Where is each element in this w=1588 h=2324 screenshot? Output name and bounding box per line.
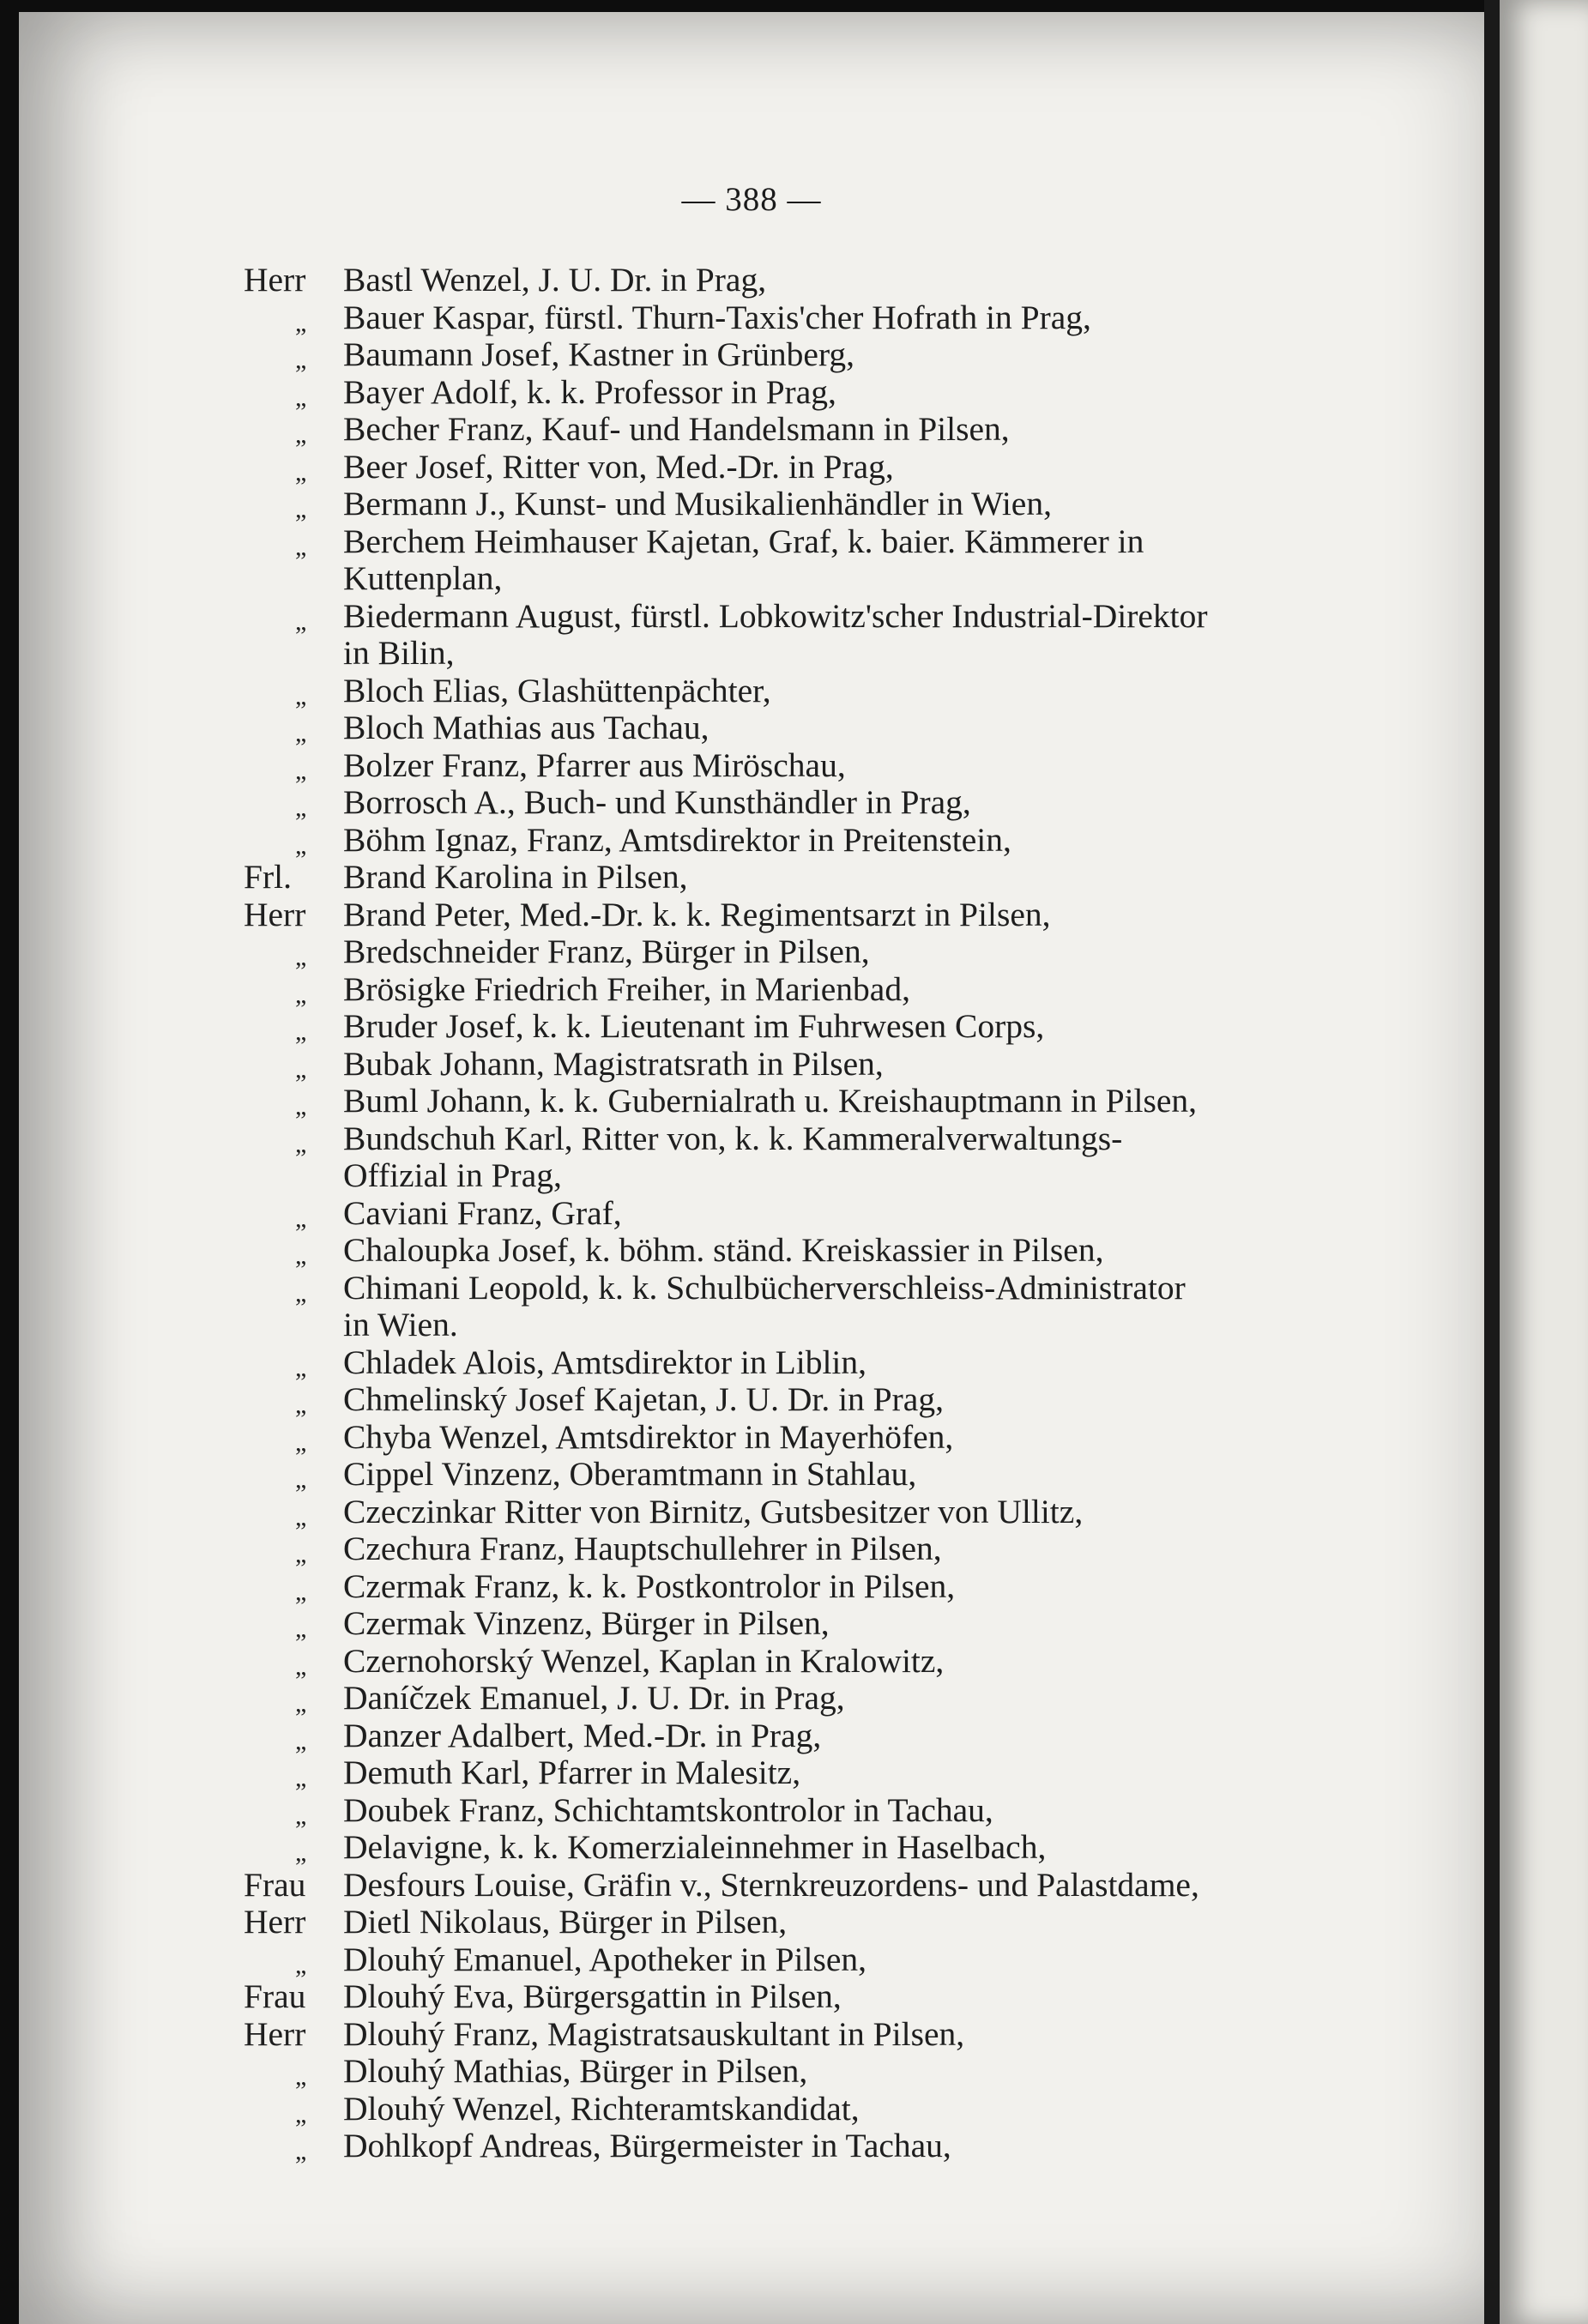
list-item <box>19 1530 1484 1568</box>
ditto-mark: „ <box>295 1651 307 1681</box>
ditto-mark: „ <box>295 1017 307 1046</box>
ditto-mark: „ <box>295 1577 307 1606</box>
list-item <box>19 673 1484 710</box>
ditto-mark: „ <box>295 719 307 747</box>
entry-text: Brösigke Friedrich Freiher, in Marienbad, <box>343 969 910 1008</box>
list-item <box>19 1978 1484 2016</box>
entry-text: Berchem Heimhauser Kajetan, Graf, k. baier. Kämmerer in <box>343 522 1144 560</box>
list-item <box>19 1232 1484 1270</box>
ditto-mark: „ <box>295 1129 307 1158</box>
entry-text: Doubek Franz, Schichtamtskontrolor in Tachau, <box>343 1790 993 1829</box>
entry-text: Becher Franz, Kauf- und Handelsmann in Pilsen, <box>343 410 1010 448</box>
member-list <box>19 262 1484 2165</box>
list-item <box>19 1904 1484 1941</box>
list-item <box>19 747 1484 785</box>
entry-continuation: Kuttenplan, <box>343 559 503 597</box>
list-item <box>19 709 1484 747</box>
honorific: Frau <box>244 1977 306 2015</box>
list-item <box>19 374 1484 412</box>
list-item <box>19 1792 1484 1830</box>
entry-text: Chmelinský Josef Kajetan, J. U. Dr. in Prag, <box>343 1380 944 1418</box>
ditto-mark: „ <box>295 346 307 374</box>
list-item <box>19 1456 1484 1494</box>
list-item <box>19 1008 1484 1046</box>
entry-text: Daníčzek Emanuel, J. U. Dr. in Prag, <box>343 1679 845 1717</box>
entry-text: Chladek Alois, Amtsdirektor in Liblin, <box>343 1343 867 1381</box>
entry-text: Cippel Vinzenz, Oberamtmann in Stahlau, <box>343 1455 917 1493</box>
list-item <box>19 1195 1484 1233</box>
entry-text: Dlouhý Wenzel, Richteramtskandidat, <box>343 2089 860 2128</box>
list-item <box>19 1344 1484 1382</box>
ditto-mark: „ <box>295 2062 307 2091</box>
list-item <box>19 1680 1484 1717</box>
ditto-mark: „ <box>295 756 307 785</box>
list-item <box>19 1867 1484 1904</box>
list-item <box>19 933 1484 971</box>
list-item <box>19 1419 1484 1457</box>
entry-text: Dlouhý Mathias, Bürger in Pilsen, <box>343 2052 808 2090</box>
list-item <box>19 449 1484 486</box>
entry-text: Chyba Wenzel, Amtsdirektor in Mayerhöfen, <box>343 1417 954 1456</box>
list-item <box>19 2053 1484 2091</box>
entry-text: Czernohorský Wenzel, Kaplan in Kralowitz, <box>343 1641 945 1680</box>
ditto-mark: „ <box>295 1465 307 1494</box>
entry-text: Bolzer Franz, Pfarrer aus Miröschau, <box>343 745 846 784</box>
ditto-mark: „ <box>295 383 307 412</box>
entry-text: Chaloupka Josef, k. böhm. ständ. Kreiskassier in Pilsen, <box>343 1231 1104 1269</box>
entry-continuation: in Bilin, <box>343 634 455 672</box>
entry-text: Caviani Franz, Graf, <box>343 1193 622 1232</box>
honorific: Herr <box>244 1903 306 1941</box>
honorific: Herr <box>244 2014 306 2053</box>
entry-text: Baumann Josef, Kastner in Grünberg, <box>343 335 855 373</box>
list-item <box>19 2016 1484 2054</box>
ditto-mark: „ <box>295 1689 307 1717</box>
entry-text: Buml Johann, k. k. Gubernialrath u. Kreishauptmann in Pilsen, <box>343 1082 1198 1120</box>
list-item <box>19 822 1484 860</box>
entry-text: Bruder Josef, k. k. Lieutenant im Fuhrwesen Corps, <box>343 1007 1045 1045</box>
ditto-mark: „ <box>295 794 307 822</box>
ditto-mark: „ <box>295 2137 307 2165</box>
list-item <box>19 1643 1484 1681</box>
list-item <box>19 598 1484 673</box>
entry-text: Bastl Wenzel, J. U. Dr. in Prag, <box>343 261 767 299</box>
list-item <box>19 859 1484 896</box>
entry-text: Delavigne, k. k. Komerzialeinnehmer in Haselbach, <box>343 1828 1047 1866</box>
page-number: — 388 — <box>681 181 822 218</box>
honorific: Frl. <box>244 858 292 896</box>
entry-text: Danzer Adalbert, Med.-Dr. in Prag, <box>343 1716 822 1754</box>
entry-text: Brand Karolina in Pilsen, <box>343 858 688 896</box>
ditto-mark: „ <box>295 1502 307 1531</box>
list-item <box>19 2091 1484 2128</box>
ditto-mark: „ <box>295 1353 307 1382</box>
list-item <box>19 1829 1484 1867</box>
ditto-mark: „ <box>295 2099 307 2128</box>
entry-text: Brand Peter, Med.-Dr. k. k. Regimentsarzt in Pilsen, <box>343 895 1051 933</box>
entry-text: Bermann J., Kunst- und Musikalienhändler in Wien, <box>343 485 1052 522</box>
ditto-mark: „ <box>295 1092 307 1120</box>
ditto-mark: „ <box>295 681 307 710</box>
ditto-mark: „ <box>295 1726 307 1755</box>
honorific: Herr <box>244 895 306 933</box>
list-item <box>19 1381 1484 1419</box>
ditto-mark: „ <box>295 308 307 337</box>
entry-text: Beer Josef, Ritter von, Med.-Dr. in Prag, <box>343 447 894 486</box>
entry-text: Biedermann August, fürstl. Lobkowitz'scher Industrial-Direktor <box>343 596 1208 635</box>
entry-text: Dlouhý Franz, Magistratsauskultant in Pilsen, <box>343 2014 965 2053</box>
book-page <box>19 12 1484 2324</box>
ditto-mark: „ <box>295 1241 307 1270</box>
ditto-mark: „ <box>295 1950 307 1979</box>
list-item <box>19 411 1484 449</box>
adjacent-page-edge <box>1500 0 1588 2324</box>
entry-text: Bloch Mathias aus Tachau, <box>343 709 709 746</box>
entry-text: Bredschneider Franz, Bürger in Pilsen, <box>343 933 870 970</box>
ditto-mark: „ <box>295 1540 307 1568</box>
entry-continuation: Offizial in Prag, <box>343 1156 562 1194</box>
list-item <box>19 1046 1484 1084</box>
ditto-mark: „ <box>295 1764 307 1792</box>
ditto-mark: „ <box>295 943 307 971</box>
ditto-mark: „ <box>295 1428 307 1457</box>
ditto-mark: „ <box>295 532 307 561</box>
entry-text: Borrosch A., Buch- und Kunsthändler in Prag, <box>343 783 971 821</box>
list-item <box>19 1568 1484 1606</box>
list-item <box>19 299 1484 337</box>
ditto-mark: „ <box>295 495 307 523</box>
list-item <box>19 1605 1484 1643</box>
entry-text: Böhm Ignaz, Franz, Amtsdirektor in Preitenstein, <box>343 820 1011 859</box>
entry-text: Czechura Franz, Hauptschullehrer in Pilsen, <box>343 1530 942 1567</box>
entry-text: Dlouhý Eva, Bürgersgattin in Pilsen, <box>343 1977 842 2015</box>
list-item <box>19 896 1484 934</box>
list-item <box>19 971 1484 1009</box>
entry-text: Bayer Adolf, k. k. Professor in Prag, <box>343 372 836 411</box>
honorific: Frau <box>244 1865 306 1904</box>
ditto-mark: „ <box>295 1054 307 1084</box>
list-item <box>19 1754 1484 1792</box>
ditto-mark: „ <box>295 420 307 449</box>
entry-text: Desfours Louise, Gräfin v., Sternkreuzordens- und Palastdame, <box>343 1865 1199 1904</box>
entry-text: Chimani Leopold, k. k. Schulbücherverschleiss-Administrator <box>343 1268 1186 1307</box>
entry-text: Bauer Kaspar, fürstl. Thurn-Taxis'cher Hofrath in Prag, <box>343 298 1091 336</box>
list-item <box>19 523 1484 598</box>
entry-text: Bundschuh Karl, Ritter von, k. k. Kammeralverwaltungs- <box>343 1119 1123 1157</box>
list-item <box>19 1120 1484 1195</box>
list-item <box>19 1717 1484 1755</box>
list-item <box>19 336 1484 374</box>
ditto-mark: „ <box>295 1204 307 1233</box>
ditto-mark: „ <box>295 457 307 486</box>
ditto-mark: „ <box>295 1801 307 1830</box>
page-gutter <box>1484 0 1500 2324</box>
entry-text: Bubak Johann, Magistratsrath in Pilsen, <box>343 1044 884 1083</box>
ditto-mark: „ <box>295 1838 307 1867</box>
list-item <box>19 1941 1484 1979</box>
entry-text: Czeczinkar Ritter von Birnitz, Gutsbesitzer von Ullitz, <box>343 1492 1084 1530</box>
entry-text: Czermak Franz, k. k. Postkontrolor in Pilsen, <box>343 1566 956 1605</box>
entry-text: Czermak Vinzenz, Bürger in Pilsen, <box>343 1604 830 1642</box>
list-item <box>19 784 1484 822</box>
ditto-mark: „ <box>295 830 307 860</box>
list-item <box>19 1494 1484 1531</box>
list-item <box>19 2128 1484 2165</box>
honorific: Herr <box>244 261 306 299</box>
ditto-mark: „ <box>295 1615 307 1643</box>
entry-text: Dlouhý Emanuel, Apotheker in Pilsen, <box>343 1940 866 1978</box>
ditto-mark: „ <box>295 1278 307 1307</box>
list-item <box>19 262 1484 299</box>
ditto-mark: „ <box>295 980 307 1009</box>
entry-continuation: in Wien. <box>343 1306 458 1343</box>
ditto-mark: „ <box>295 607 307 636</box>
list-item <box>19 1270 1484 1344</box>
entry-text: Dietl Nikolaus, Bürger in Pilsen, <box>343 1903 788 1941</box>
entry-text: Demuth Karl, Pfarrer in Malesitz, <box>343 1754 801 1791</box>
ditto-mark: „ <box>295 1391 307 1419</box>
entry-text: Bloch Elias, Glashüttenpächter, <box>343 671 771 709</box>
entry-text: Dohlkopf Andreas, Bürgermeister in Tachau, <box>343 2127 951 2164</box>
list-item <box>19 1083 1484 1120</box>
list-item <box>19 486 1484 523</box>
